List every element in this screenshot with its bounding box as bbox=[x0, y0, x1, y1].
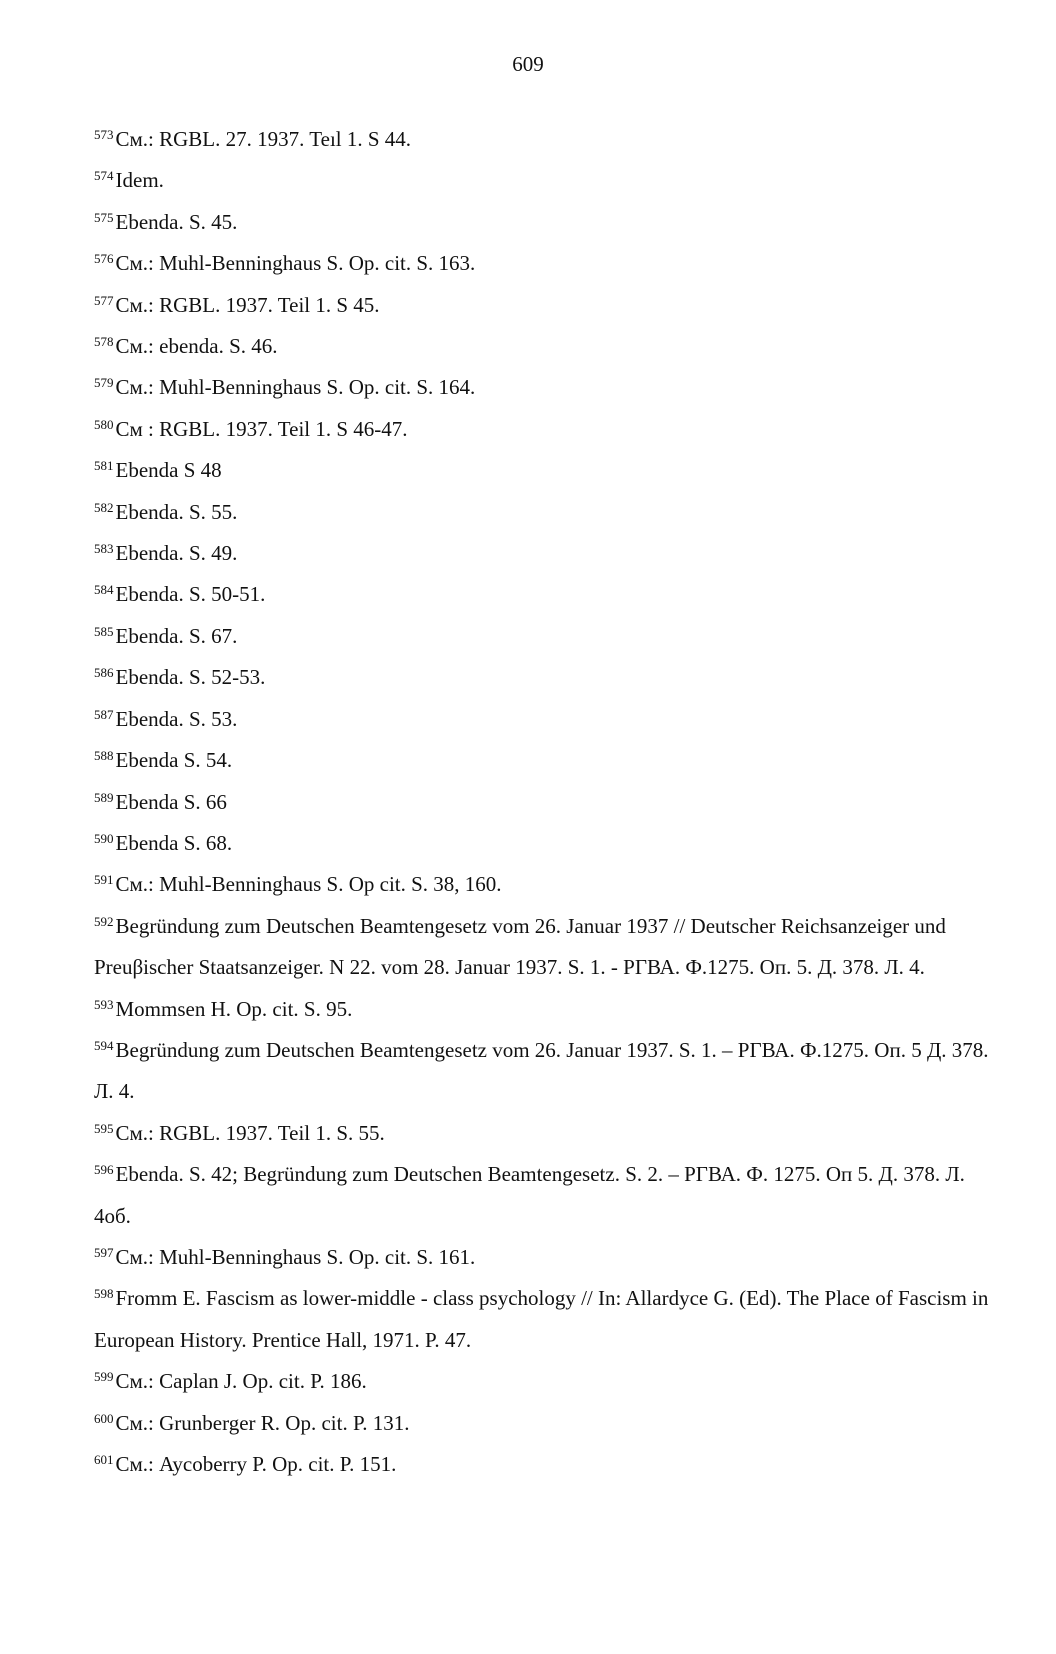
footnote bbox=[94, 367, 994, 408]
footnote-number: 601 bbox=[94, 1452, 114, 1467]
footnote-text: См.: RGBL. 27. 1937. Teıl 1. S 44. bbox=[115, 127, 412, 151]
footnote bbox=[94, 202, 994, 243]
footnote bbox=[94, 699, 994, 740]
footnote-number: 576 bbox=[94, 251, 114, 267]
footnote-number: 593 bbox=[94, 996, 114, 1012]
footnote-number: 577 bbox=[94, 292, 114, 308]
footnote-text: Ebenda. S. 49. bbox=[115, 541, 238, 566]
footnote bbox=[94, 657, 994, 698]
footnote-text: См.: Muhl-Benninghaus S. Op cit. S. 38, 160. bbox=[115, 872, 502, 897]
footnote-text: См.: RGBL. 1937. Teil 1. S 45. bbox=[115, 292, 380, 317]
footnote bbox=[94, 1444, 994, 1485]
footnote bbox=[94, 160, 994, 201]
footnote-text: Fromm E. Fascism as lower-middle - class psychology // In: Allardyce G. (Ed). The Place of Fascism in European History. Prentice Hall, 1971. P. 47. bbox=[94, 1286, 989, 1352]
footnote-text: Ebenda S. 54. bbox=[115, 748, 233, 773]
footnote bbox=[94, 864, 994, 905]
footnote bbox=[94, 740, 994, 781]
footnote-number: 591 bbox=[94, 872, 114, 888]
footnote-number: 579 bbox=[94, 375, 114, 391]
footnote bbox=[94, 1154, 994, 1237]
footnote-text: См.: RGBL. 1937. Teil 1. S. 55. bbox=[115, 1120, 385, 1145]
footnote bbox=[94, 285, 994, 326]
footnote bbox=[94, 1278, 994, 1361]
footnote-number: 582 bbox=[94, 499, 114, 515]
footnote-number: 587 bbox=[94, 706, 114, 722]
footnote-number: 583 bbox=[94, 541, 114, 557]
footnote bbox=[94, 1237, 994, 1278]
footnote-text: Ebenda S. 68. bbox=[115, 830, 233, 855]
footnote bbox=[94, 1361, 994, 1402]
footnote-number: 578 bbox=[94, 334, 114, 350]
footnote-number: 600 bbox=[94, 1410, 114, 1426]
footnote-number: 575 bbox=[94, 209, 114, 225]
footnote-text: Begründung zum Deutschen Beamtengesetz vom 26. Januar 1937. S. 1. – РГВА. Ф.1275. Оп. 5 Д. 378. Л. 4. bbox=[94, 1037, 989, 1104]
footnote-text: Ebenda. S. 53. bbox=[115, 706, 238, 731]
footnote-text: Ebenda. S. 50-51. bbox=[115, 582, 266, 607]
footnote bbox=[94, 823, 994, 864]
footnote-number: 586 bbox=[94, 665, 114, 681]
footnote-number: 592 bbox=[94, 913, 114, 929]
footnote-text: Ebenda S. 66 bbox=[115, 789, 227, 814]
footnote-number: 588 bbox=[94, 748, 114, 764]
footnote-text: Idem. bbox=[115, 168, 164, 193]
footnote bbox=[94, 1113, 994, 1154]
footnote-text: Ebenda. S. 52-53. bbox=[115, 665, 266, 690]
footnote bbox=[94, 450, 994, 491]
footnote-number: 584 bbox=[94, 582, 114, 598]
footnote bbox=[94, 989, 994, 1030]
footnote bbox=[94, 409, 994, 450]
footnote-number: 599 bbox=[94, 1369, 114, 1385]
footnote bbox=[94, 1030, 994, 1113]
footnote-text: Ebenda. S. 42; Begründung zum Deutschen Beamtengesetz. S. 2. – РГВА. Ф. 1275. Оп 5. Д. 378. Л. 4об. bbox=[94, 1162, 965, 1228]
footnote-number: 573 bbox=[94, 127, 114, 142]
footnote-text: Mommsen H. Op. cit. S. 95. bbox=[115, 996, 353, 1021]
footnote-text: См.: Caplan J. Op. cit. P. 186. bbox=[115, 1369, 367, 1394]
footnote-number: 585 bbox=[94, 623, 114, 639]
footnote bbox=[94, 243, 994, 284]
footnotes-list bbox=[94, 119, 994, 1485]
page-number: 609 bbox=[512, 52, 544, 76]
footnote-text: Ebenda. S. 45. bbox=[115, 209, 238, 234]
footnote bbox=[94, 574, 994, 615]
footnote-text: См.: ebenda. S. 46. bbox=[115, 334, 278, 359]
footnote bbox=[94, 326, 994, 367]
footnote-number: 581 bbox=[94, 458, 114, 474]
footnote-text: См.: Muhl-Benninghaus S. Op. cit. S. 163. bbox=[115, 251, 476, 276]
footnote bbox=[94, 616, 994, 657]
footnote bbox=[94, 1403, 994, 1444]
footnote-text: См.: Aycoberry P. Op. cit. P. 151. bbox=[115, 1452, 397, 1476]
footnote bbox=[94, 533, 994, 574]
footnote-number: 595 bbox=[94, 1120, 114, 1136]
footnote-text: Ebenda S 48 bbox=[115, 458, 222, 483]
footnote-number: 596 bbox=[94, 1162, 114, 1178]
footnote-number: 574 bbox=[94, 168, 114, 184]
footnote-text: Begründung zum Deutschen Beamtengesetz vom 26. Januar 1937 // Deutscher Reichsanzeiger und Preuβischer Staatsanzeiger. N 22. vom 28. Januar 1937. S. 1. - РГВА. Ф.1275. Оп. 5. Д. 378. Л. 4. bbox=[94, 913, 946, 980]
footnote-number: 594 bbox=[94, 1037, 114, 1053]
footnote-number: 590 bbox=[94, 830, 114, 846]
footnote-number: 597 bbox=[94, 1244, 114, 1260]
footnote-text: См.: Grunberger R. Op. cit. P. 131. bbox=[115, 1410, 410, 1435]
footnote bbox=[94, 782, 994, 823]
footnote-text: Ebenda. S. 55. bbox=[115, 499, 238, 524]
footnote bbox=[94, 906, 994, 989]
footnote-number: 598 bbox=[94, 1286, 114, 1302]
footnote-text: См.: Muhl-Benninghaus S. Op. cit. S. 161. bbox=[115, 1244, 476, 1269]
footnote bbox=[94, 492, 994, 533]
footnote bbox=[94, 119, 994, 160]
footnote-text: Ebenda. S. 67. bbox=[115, 623, 238, 648]
footnote-number: 580 bbox=[94, 416, 114, 432]
footnote-number: 589 bbox=[94, 789, 114, 805]
footnote-text: См.: Muhl-Benninghaus S. Op. cit. S. 164. bbox=[115, 375, 476, 400]
footnote-text: См : RGBL. 1937. Teil 1. S 46-47. bbox=[115, 416, 408, 441]
